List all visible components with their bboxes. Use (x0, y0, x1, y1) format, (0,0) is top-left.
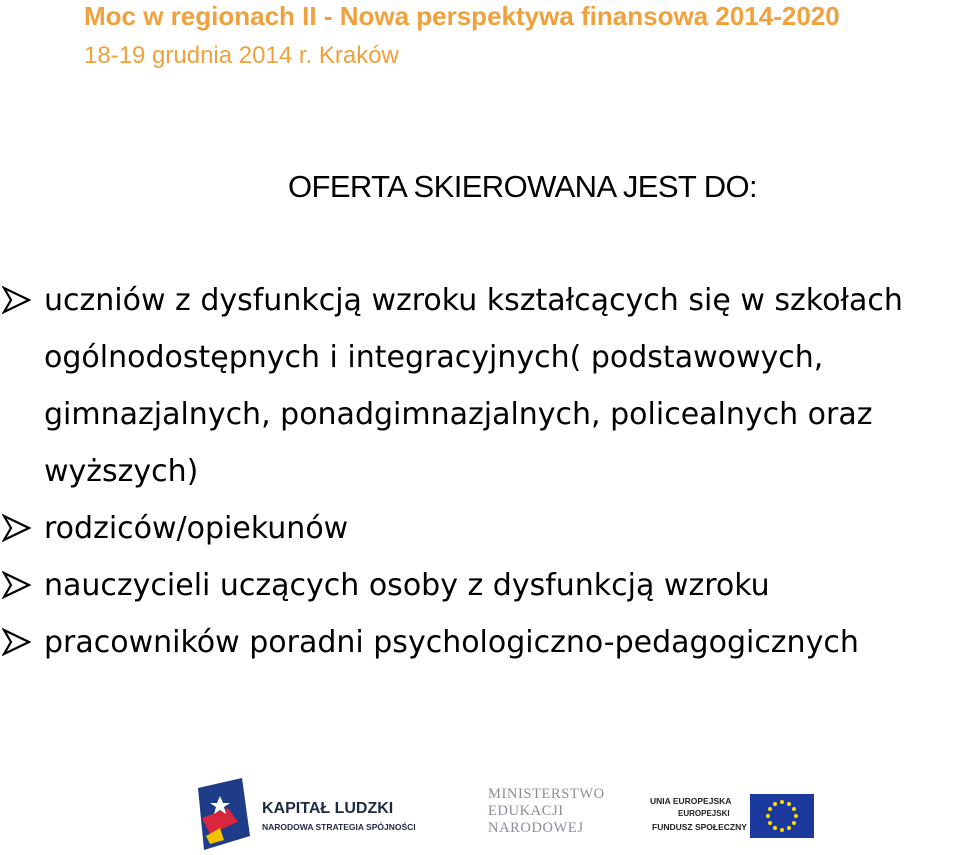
arrowhead-bullet-icon (2, 571, 32, 599)
bullet-list (0, 272, 960, 671)
eu-line-2: EUROPEJSKI (678, 809, 730, 818)
men-line-3: NARODOWEJ (488, 820, 584, 836)
kapital-ludzki-tagline: NARODOWA STRATEGIA SPÓJNOŚCI (262, 822, 416, 832)
arrowhead-bullet-icon (2, 514, 32, 542)
kapital-ludzki-logo (198, 778, 416, 855)
bullet-text: rodziców/opiekunów (44, 511, 349, 546)
footer-logos (0, 760, 960, 855)
conference-date-place: 18-19 grudnia 2014 r. Kraków (84, 42, 399, 69)
slide-header (84, 0, 840, 71)
men-line-1: MINISTERSTWO (488, 786, 605, 802)
bullet-text: pracowników poradni psychologiczno-pedagogicznych (44, 625, 859, 660)
kapital-ludzki-emblem-icon (198, 778, 254, 850)
arrowhead-bullet-icon (2, 286, 32, 314)
men-line-2: EDUKACJI (488, 803, 564, 819)
eu-line-3: FUNDUSZ SPOŁECZNY (652, 822, 747, 832)
bullet-item (0, 557, 960, 614)
conference-title: Moc w regionach II - Nowa perspektywa finansowa 2014-2020 (84, 1, 840, 31)
bullet-item (0, 614, 960, 671)
arrowhead-bullet-icon (2, 628, 32, 656)
eu-line-1: UNIA EUROPEJSKA (650, 796, 732, 806)
bullet-text: nauczycieli uczących osoby z dysfunkcją wzroku (44, 568, 770, 603)
eu-flag-icon (750, 794, 814, 838)
men-logo (488, 786, 605, 837)
slide-title: OFERTA SKIEROWANA JEST DO: (287, 169, 758, 204)
bullet-text: uczniów z dysfunkcją wzroku kształcących się w szkołach ogólnodostępnych i integracyjnych( podstawowych, gimnazjalnych, ponadgimnazjalnych, policealnych oraz wyższych) (44, 283, 903, 489)
bullet-item (0, 500, 960, 557)
kapital-ludzki-name: KAPITAŁ LUDZKI (262, 800, 394, 817)
bullet-item (0, 272, 960, 500)
